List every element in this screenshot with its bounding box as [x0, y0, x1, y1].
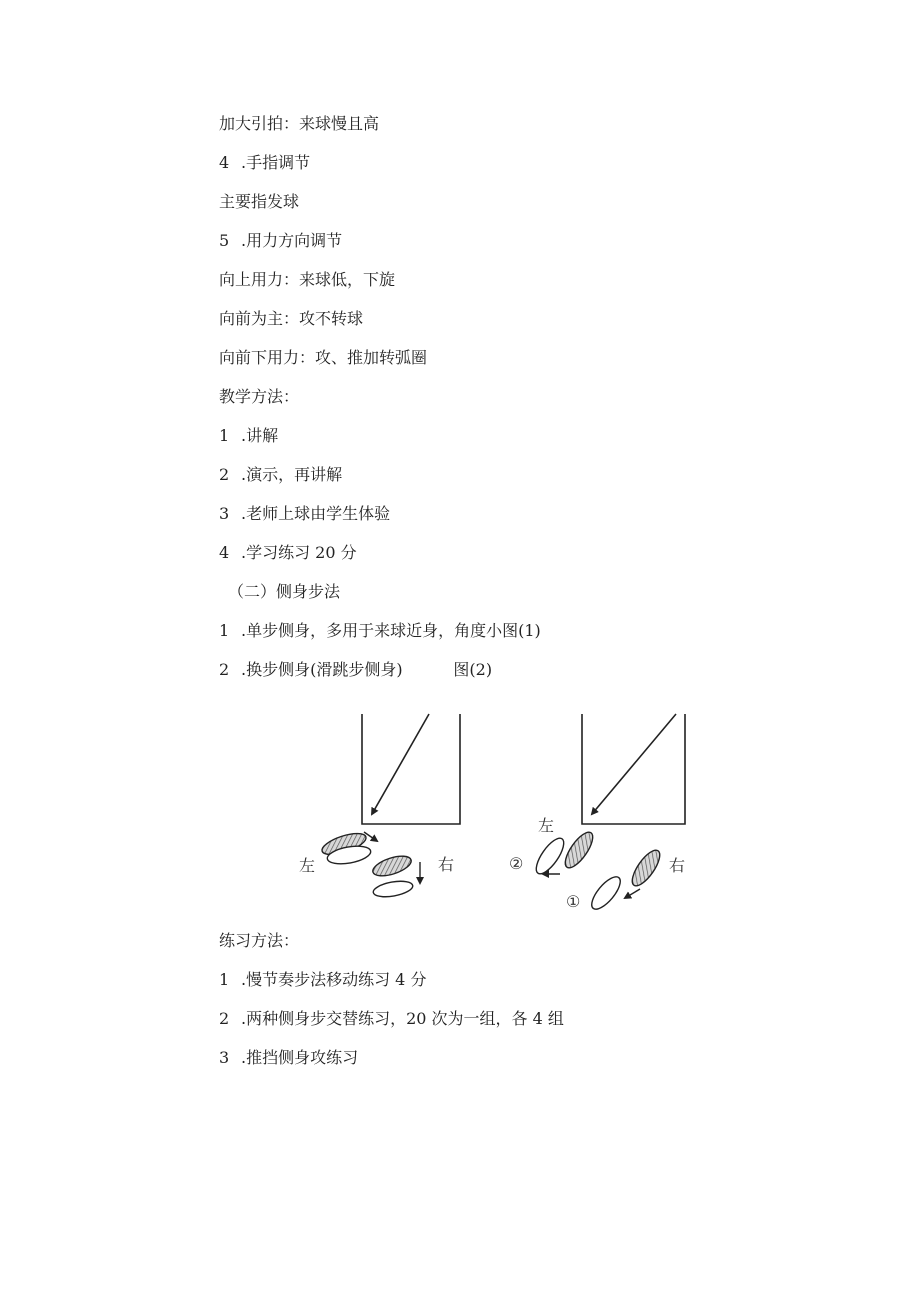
label-right-2: 右	[669, 856, 686, 875]
text-line-12: 4 .学习练习 20 分	[219, 543, 357, 562]
practice-line-1: 1 .慢节奏步法移动练习 4 分	[219, 970, 427, 989]
practice-line-2: 2 .两种侧身步交替练习，20 次为一组，各 4 组	[219, 1009, 564, 1028]
footwork-diagram	[288, 706, 700, 916]
section-heading-practice-methods: 练习方法：	[219, 931, 300, 950]
label-step1: ①	[566, 892, 581, 911]
section-heading-side-step: （二）侧身步法	[228, 582, 341, 601]
foot-step2-start-shaded	[560, 828, 597, 872]
foot-step2-end	[531, 834, 568, 878]
text-line-10: 2 .演示，再讲解	[219, 465, 343, 484]
label-left-1: 左	[299, 856, 316, 875]
text-line-7: 向前下用力：攻、推加转弧圈	[219, 348, 428, 367]
label-left-2: 左	[538, 816, 555, 835]
text-line-15: 2 .换步侧身(滑跳步侧身) 图(2)	[219, 660, 493, 679]
text-line-5: 向上用力：来球低，下旋	[219, 270, 396, 289]
figure-2-switch-step	[509, 714, 685, 913]
right-foot-end	[372, 879, 414, 900]
right-foot-start-shaded	[371, 852, 414, 880]
ball-trajectory-arrow-1	[372, 714, 429, 814]
text-line-4: 5 .用力方向调节	[219, 231, 343, 250]
text-line-1: 加大引拍：来球慢且高	[219, 114, 380, 133]
text-line-14: 1 .单步侧身，多用于来球近身，角度小图(1)	[219, 621, 541, 640]
move-arrow-step1	[625, 889, 640, 898]
foot-step1-end	[587, 873, 625, 914]
section-heading-teaching-methods: 教学方法：	[219, 387, 300, 406]
text-line-2: 4 .手指调节	[219, 153, 311, 172]
foot-right-shaded	[627, 846, 664, 890]
table-outline-1	[362, 714, 460, 824]
text-line-6: 向前为主：攻不转球	[219, 309, 364, 328]
label-step2: ②	[509, 854, 524, 873]
label-right-1: 右	[438, 855, 455, 874]
text-line-3: 主要指发球	[219, 192, 300, 211]
text-line-9: 1 .讲解	[219, 426, 279, 445]
ball-trajectory-arrow-2	[592, 714, 676, 814]
practice-line-3: 3 .推挡侧身攻练习	[219, 1048, 359, 1067]
text-line-11: 3 .老师上球由学生体验	[219, 504, 391, 523]
figure-1-single-step	[299, 714, 460, 899]
